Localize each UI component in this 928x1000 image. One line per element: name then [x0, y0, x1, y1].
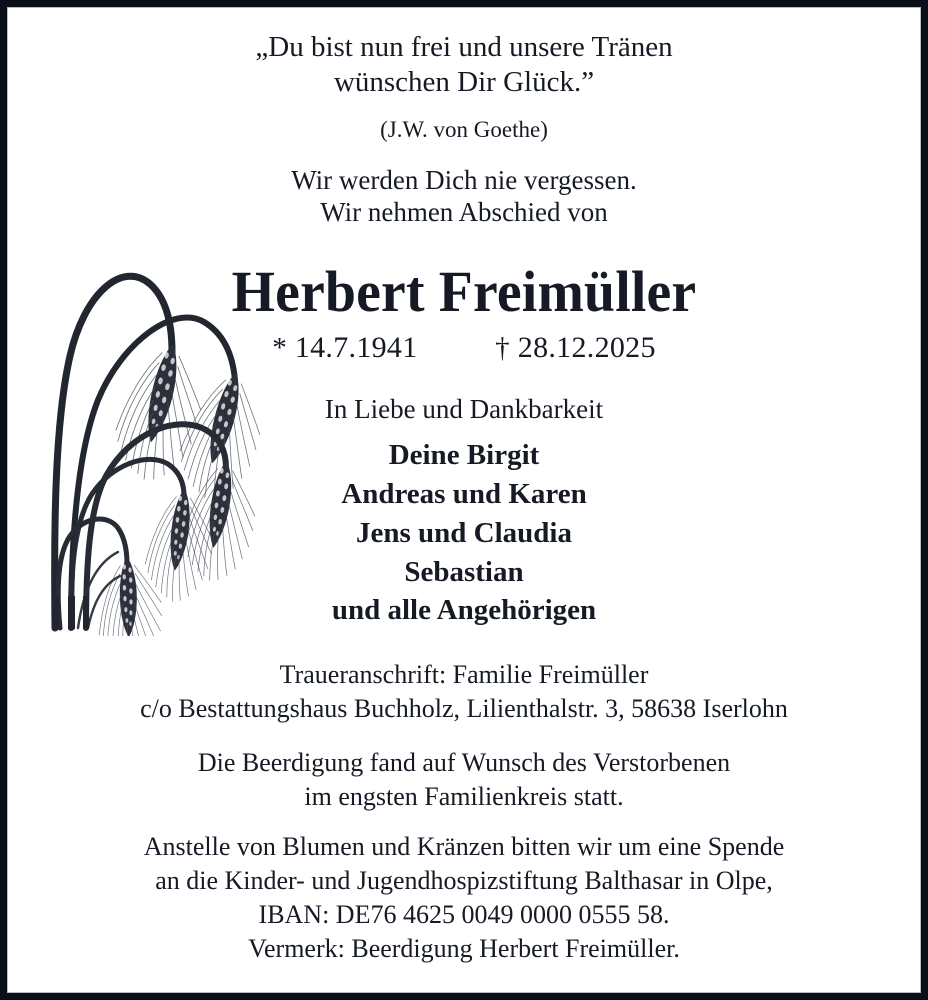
- survivor-line: Deine Birgit: [388, 439, 540, 471]
- birth-symbol: *: [272, 332, 288, 364]
- farewell-line-2: Wir nehmen Abschied von: [320, 197, 608, 228]
- donation-request: [8, 830, 920, 966]
- quote-line-1: „Du bist nun frei und unsere Tränen: [255, 31, 673, 63]
- donation-iban: IBAN: DE76 4625 0049 0000 0555 58.: [258, 900, 670, 930]
- survivor-line: und alle Angehörigen: [331, 594, 597, 627]
- farewell-text: [8, 164, 920, 229]
- burial-note: [8, 746, 920, 814]
- farewell-line-1: Wir werden Dich nie vergessen.: [291, 165, 637, 195]
- quote-line-2: wünschen Dir Glück.”: [333, 65, 595, 98]
- address-line-2: c/o Bestattungshaus Buchholz, Lilienthalstr. 3, 58638 Iserlohn: [140, 693, 788, 723]
- notice-inner-frame: [7, 7, 921, 993]
- address-line-1: Traueranschrift: Familie Freimüller: [279, 660, 649, 689]
- burial-line-1: Die Beerdigung fand auf Wunsch des Verstorbenen: [197, 748, 731, 777]
- death-symbol: †: [495, 332, 510, 364]
- death-date: 28.12.2025: [517, 331, 656, 364]
- survivor-line: Sebastian: [404, 555, 524, 588]
- birth-date: 14.7.1941: [294, 331, 418, 364]
- quote-attribution: (J.W. von Goethe): [380, 117, 548, 142]
- gratitude-text: In Liebe und Dankbarkeit: [324, 394, 604, 424]
- life-dates: [8, 330, 920, 366]
- burial-line-2: im engsten Familienkreis statt.: [304, 781, 624, 811]
- donation-reference: Vermerk: Beerdigung Herbert Freimüller.: [248, 934, 680, 964]
- deceased-name: Herbert Freimüller: [231, 259, 697, 324]
- donation-line-2: an die Kinder- und Jugendhospizstiftung Balthasar in Olpe,: [155, 866, 773, 896]
- survivors-list: [8, 436, 920, 630]
- donation-line-1: Anstelle von Blumen und Kränzen bitten wir um eine Spende: [143, 832, 785, 861]
- survivor-line: Andreas und Karen: [341, 477, 587, 510]
- survivor-line: Jens und Claudia: [356, 516, 572, 549]
- quote-text: [8, 30, 920, 100]
- mourning-address: [8, 658, 920, 726]
